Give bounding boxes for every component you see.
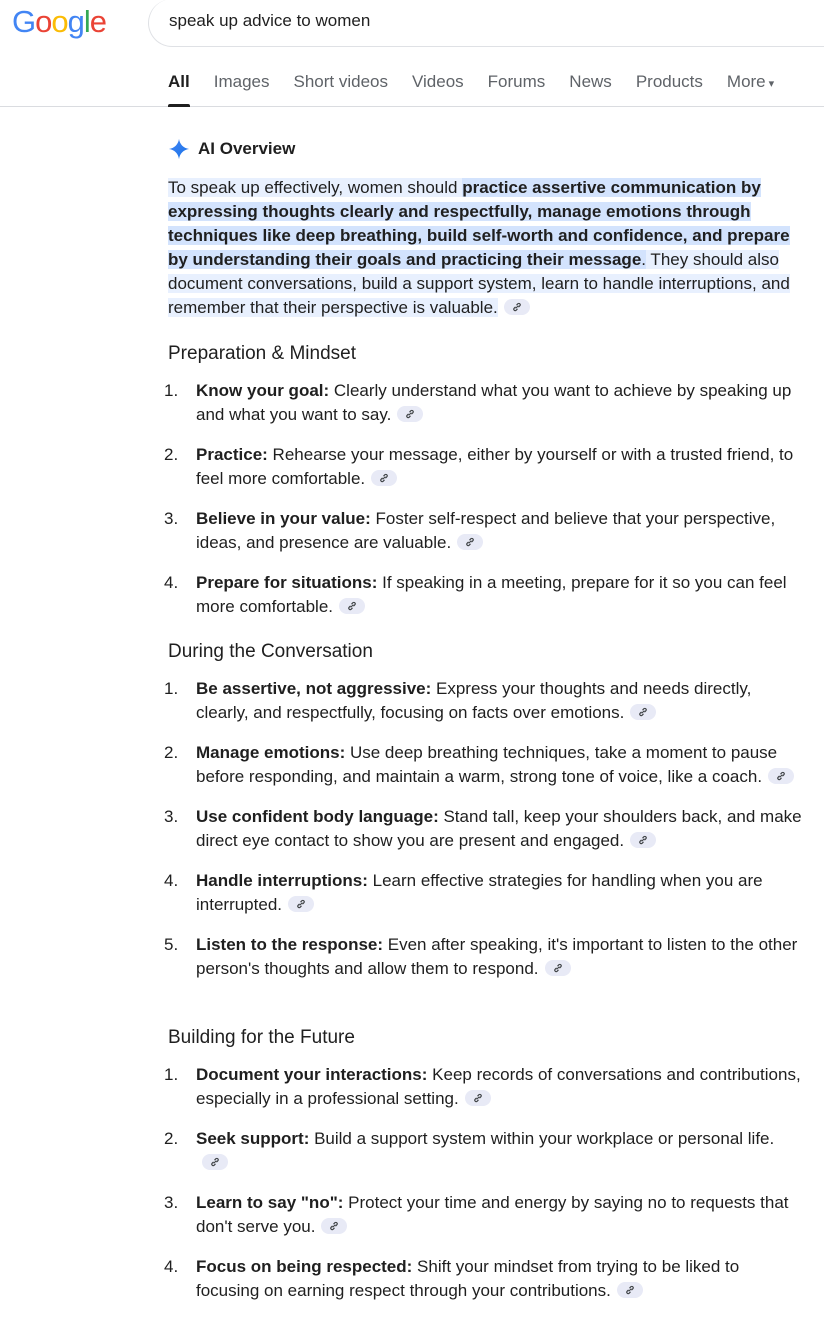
list-future (164, 1063, 804, 1319)
list-item (164, 677, 804, 725)
item-title: Handle interruptions: (196, 871, 368, 890)
item-text: Build a support system within your workplace or personal life. (309, 1129, 775, 1148)
item-title: Document your interactions: (196, 1065, 428, 1084)
list-number: 2. (164, 445, 179, 464)
item-text: Clearly understand what you want to achieve by speaking up and what you want to say. (196, 381, 792, 424)
item-text: Keep records of conversations and contributions, especially in a professional setting. (196, 1065, 801, 1108)
summary-period: . (641, 250, 647, 269)
summary-highlight: practice assertive communication by expressing thoughts clearly and respectfully, manage emotions through techniques like deep breathing, build self-worth and confidence, and prepare by understanding their goals and practicing their message (168, 178, 790, 269)
tab-products[interactable]: Products (635, 72, 703, 91)
list-number: 3. (164, 509, 179, 528)
item-title: Practice: (196, 445, 268, 464)
list-item (164, 741, 804, 789)
list-preparation (164, 379, 804, 635)
item-text: Even after speaking, it's important to listen to the other person's thoughts and allow them to respond. (196, 935, 798, 978)
gemini-spark-icon (168, 137, 190, 161)
link-icon[interactable] (397, 406, 423, 422)
list-number: 5. (164, 935, 179, 954)
ai-overview-summary (168, 176, 798, 320)
summary-intro: To speak up effectively, women should (168, 178, 463, 197)
ai-overview-header (168, 137, 295, 161)
item-title: Listen to the response: (196, 935, 384, 954)
list-number: 1. (164, 381, 179, 400)
item-text: Shift your mindset from trying to be liked to focusing on earning respect through your contributions. (196, 1257, 740, 1300)
list-item (164, 443, 804, 491)
item-title: Focus on being respected: (196, 1257, 413, 1276)
list-item (164, 1191, 804, 1239)
item-text: Use deep breathing techniques, take a moment to pause before responding, and maintain a warm, strong tone of voice, like a coach. (196, 743, 778, 786)
summary-rest: They should also document conversations, build a support system, learn to handle interruptions, and remember that their perspective is valuable. (168, 250, 790, 317)
tab-images[interactable]: Images (213, 72, 270, 91)
search-input[interactable] (169, 11, 769, 31)
item-title: Manage emotions: (196, 743, 346, 762)
list-item (164, 1127, 804, 1175)
search-box (148, 0, 824, 47)
item-title: Be assertive, not aggressive: (196, 679, 432, 698)
item-title: Seek support: (196, 1129, 310, 1148)
item-text: If speaking in a meeting, prepare for it so you can feel more comfortable. (196, 573, 787, 616)
list-item (164, 571, 804, 619)
section-heading-conversation: During the Conversation (168, 641, 373, 662)
link-icon[interactable] (630, 832, 656, 848)
tab-short-videos[interactable]: Short videos (293, 72, 388, 91)
list-item (164, 869, 804, 917)
list-number: 4. (164, 573, 179, 592)
list-number: 1. (164, 679, 179, 698)
tab-more[interactable] (727, 72, 774, 106)
tab-forums[interactable]: Forums (487, 72, 546, 91)
ai-overview-title: AI Overview (198, 139, 296, 158)
item-text: Foster self-respect and believe that your perspective, ideas, and presence are valuable. (196, 509, 776, 552)
link-icon[interactable] (339, 598, 365, 614)
item-text: Stand tall, keep your shoulders back, and make direct eye contact to show you are present and engaged. (196, 807, 802, 850)
item-title: Learn to say "no": (196, 1193, 344, 1212)
list-item (164, 1063, 804, 1111)
list-number: 2. (164, 743, 179, 762)
list-number: 4. (164, 1257, 179, 1276)
list-item (164, 805, 804, 853)
link-icon[interactable] (457, 534, 483, 550)
link-icon[interactable] (371, 470, 397, 486)
list-item (164, 379, 804, 427)
tab-more-label: More (726, 72, 766, 91)
search-header (0, 0, 824, 107)
search-tabs (168, 72, 798, 106)
list-item (164, 507, 804, 555)
item-text: Protect your time and energy by saying no to requests that don't serve you. (196, 1193, 789, 1236)
link-icon[interactable] (504, 299, 530, 315)
list-number: 4. (164, 871, 179, 890)
item-title: Use confident body language: (196, 807, 439, 826)
item-title: Know your goal: (196, 381, 330, 400)
tab-news[interactable]: News (569, 72, 612, 91)
link-icon[interactable] (202, 1154, 228, 1170)
list-number: 1. (164, 1065, 179, 1084)
list-conversation (164, 677, 804, 997)
link-icon[interactable] (617, 1282, 643, 1298)
tab-all[interactable]: All (168, 72, 190, 106)
section-heading-preparation: Preparation & Mindset (168, 343, 356, 364)
list-number: 2. (164, 1129, 179, 1148)
link-icon[interactable] (465, 1090, 491, 1106)
item-text: Learn effective strategies for handling when you are interrupted. (196, 871, 763, 914)
item-text: Express your thoughts and needs directly, clearly, and respectfully, focusing on facts over emotions. (196, 679, 752, 722)
google-logo[interactable]: Google (12, 4, 107, 39)
list-number: 3. (164, 1193, 179, 1212)
item-title: Prepare for situations: (196, 573, 378, 592)
caret-down-icon: ▾ (768, 78, 775, 90)
link-icon[interactable] (768, 768, 794, 784)
section-heading-future: Building for the Future (168, 1027, 355, 1048)
link-icon[interactable] (545, 960, 571, 976)
list-item (164, 1255, 804, 1303)
tab-videos[interactable]: Videos (411, 72, 464, 91)
list-number: 3. (164, 807, 179, 826)
item-title: Believe in your value: (196, 509, 371, 528)
link-icon[interactable] (288, 896, 314, 912)
item-text: Rehearse your message, either by yourself or with a trusted friend, to feel more comfortable. (196, 445, 794, 488)
link-icon[interactable] (630, 704, 656, 720)
link-icon[interactable] (321, 1218, 347, 1234)
list-item (164, 933, 804, 981)
